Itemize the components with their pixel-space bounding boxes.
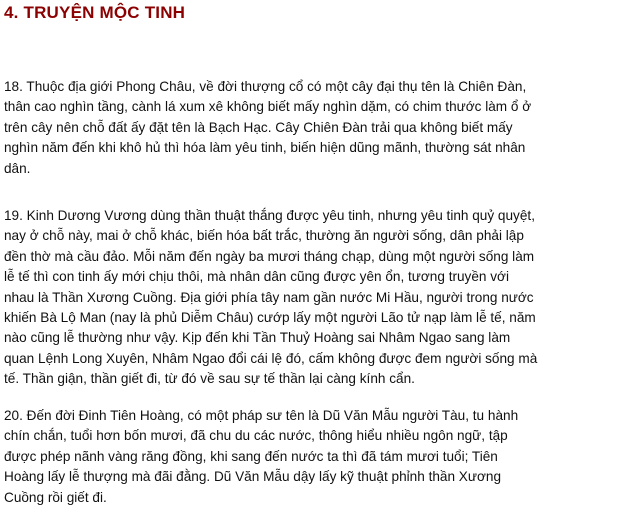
- paragraph-line: nào cũng lễ thường như vậy. Kịp đến khi Tần Thuỷ Hoàng sai Nhâm Ngao sang làm: [4, 330, 511, 346]
- paragraph-line: lễ tế thì con tinh ấy mới chịu thôi, mà nhân dân cũng được yên ổn, tương truyền với: [4, 269, 509, 285]
- paragraph-line: nhau là Thần Xương Cuồng. Địa giới phía tây nam gần nước Mi Hầu, người trong nước: [4, 289, 534, 305]
- paragraph-line: quan Lệnh Long Xuyên, Nhâm Ngao đổi cái lệ đó, cấm không được đem người sống mà: [4, 350, 538, 366]
- paragraph-line: thân cao nghìn tầng, cành lá xum xê không biết mấy nghìn dặm, có chim thước làm ổ ở: [4, 99, 532, 115]
- paragraph-line: tế. Thần giận, thần giết đi, từ đó về sau sự tế thần lại càng kính cẩn.: [4, 371, 415, 387]
- paragraph-line: khiến Bà Lộ Man (nay là phủ Diễm Châu) cướp lấy một người Lão tử nạp làm lễ tế, năm: [4, 310, 536, 326]
- paragraph-line: 19. Kinh Dương Vương dùng thần thuật thắng được yêu tinh, nhưng yêu tinh quỷ quyệt,: [4, 208, 535, 223]
- paragraph-20: [4, 406, 636, 508]
- paragraph-line: chín chắn, tuổi hơn bốn mươi, đã chu du các nước, thông hiểu nhiều ngôn ngữ, tập: [4, 428, 508, 444]
- paragraph-line: nay ở chỗ này, mai ở chỗ khác, biến hóa bất trắc, thường ăn người sống, dân phải lập: [4, 228, 524, 244]
- paragraph-19: [4, 206, 636, 390]
- paragraph-line: dân.: [4, 160, 31, 176]
- paragraph-line: 18. Thuộc địa giới Phong Châu, về đời thượng cổ có một cây đại thụ tên là Chiên Đàn,: [4, 79, 527, 94]
- paragraph-line: 20. Đến đời Đinh Tiên Hoàng, có một pháp sư tên là Dũ Văn Mẫu người Tàu, tu hành: [4, 408, 519, 423]
- paragraph-line: Hoàng lấy lễ thượng mà đãi đằng. Dũ Văn Mẫu dậy lấy kỹ thuật phỉnh thần Xương: [4, 469, 502, 485]
- paragraph-line: đền thờ mà cầu đảo. Mỗi năm đến ngày ba mươi tháng chạp, dùng một người sống làm: [4, 248, 535, 264]
- section-heading: 4. TRUYỆN MỘC TINH: [4, 3, 186, 22]
- paragraph-18: [4, 77, 636, 179]
- paragraph-line: Cuồng rồi giết đi.: [4, 489, 107, 505]
- paragraph-line: trên cây nên chỗ đất ấy đặt tên là Bạch Hạc. Cây Chiên Đàn trải qua không biết mấy: [4, 119, 513, 135]
- paragraph-line: nghìn năm đến khi khô hủ thì hóa làm yêu tinh, biến hiện dũng mãnh, thường sát nhân: [4, 140, 526, 156]
- paragraph-line: được phép nãnh vàng răng đồng, khi sang đến nước ta thì đã tám mươi tuổi; Tiên: [4, 448, 498, 464]
